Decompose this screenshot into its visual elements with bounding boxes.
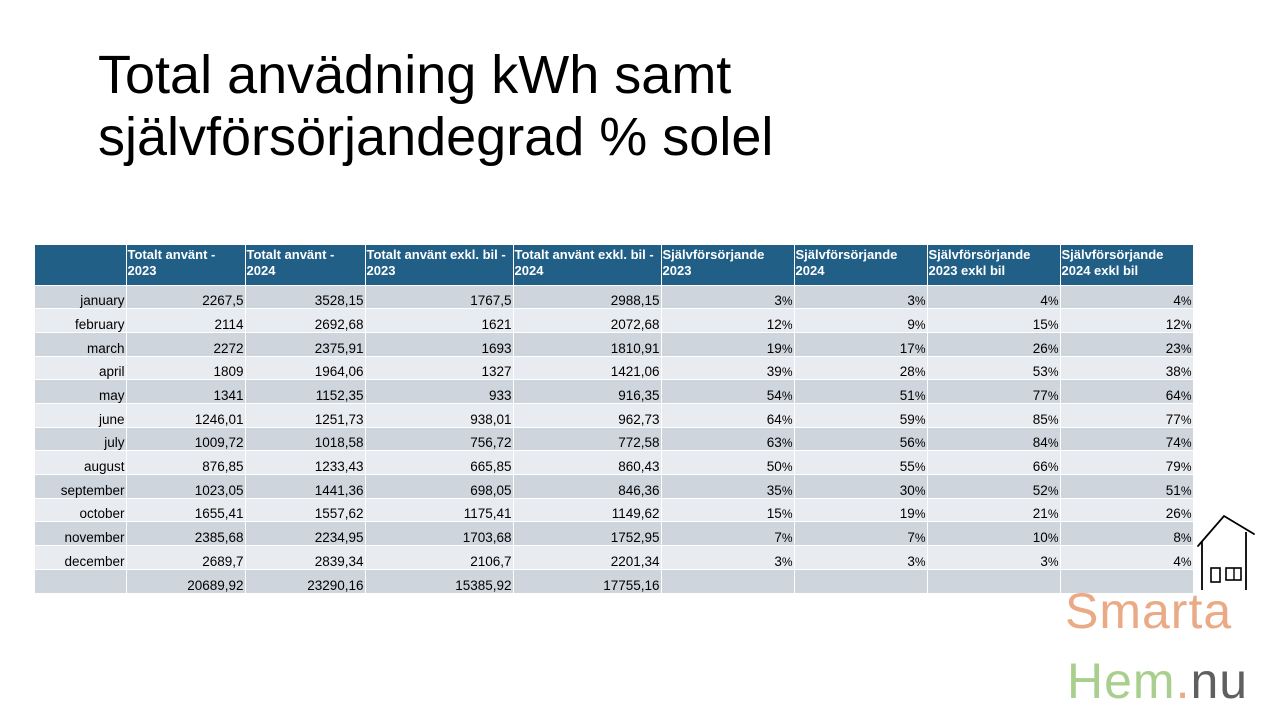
kwh-cell: 1327 <box>365 356 513 380</box>
percent-cell <box>927 332 1060 356</box>
percent-cell <box>1060 356 1193 380</box>
total-cell: 17755,16 <box>513 569 661 593</box>
percent-value: 79 <box>1165 459 1181 474</box>
percent-sign: % <box>914 412 926 427</box>
percent-cell <box>661 309 794 333</box>
kwh-cell: 1018,58 <box>245 427 365 451</box>
month-cell: october <box>35 498 126 522</box>
percent-value: 84 <box>1032 435 1048 451</box>
month-cell: november <box>35 522 126 546</box>
kwh-cell: 846,36 <box>513 475 661 499</box>
header-cell: Totalt använt exkl. bil - 2023 <box>365 245 513 285</box>
total-cell <box>927 569 1060 593</box>
logo-text-nu: nu <box>1190 653 1249 709</box>
kwh-cell: 1175,41 <box>365 498 513 522</box>
percent-cell <box>927 475 1060 499</box>
percent-cell <box>661 475 794 499</box>
percent-cell <box>927 356 1060 380</box>
percent-value: 4 <box>1173 553 1181 569</box>
table-row <box>35 475 1193 499</box>
percent-sign: % <box>781 412 793 427</box>
table-body <box>35 285 1193 593</box>
table-row <box>35 522 1193 546</box>
percent-value: 15 <box>1032 316 1048 332</box>
month-cell: july <box>35 427 126 451</box>
percent-sign: % <box>1180 294 1192 309</box>
kwh-cell: 1152,35 <box>245 380 365 404</box>
table-row <box>35 498 1193 522</box>
percent-sign: % <box>781 365 793 380</box>
total-cell <box>661 569 794 593</box>
table-row <box>35 332 1193 356</box>
percent-sign: % <box>781 317 793 332</box>
kwh-cell: 933 <box>365 380 513 404</box>
percent-cell <box>1060 332 1193 356</box>
kwh-cell: 2072,68 <box>513 309 661 333</box>
kwh-cell: 2106,7 <box>365 546 513 570</box>
percent-sign: % <box>781 436 793 451</box>
percent-sign: % <box>1180 341 1192 356</box>
month-cell: may <box>35 380 126 404</box>
percent-value: 12 <box>1165 316 1181 332</box>
total-cell: 23290,16 <box>245 569 365 593</box>
percent-sign: % <box>781 531 793 546</box>
percent-value: 59 <box>899 411 915 427</box>
month-cell: december <box>35 546 126 570</box>
percent-sign: % <box>914 483 926 498</box>
percent-cell <box>794 522 927 546</box>
percent-value: 19 <box>899 506 915 522</box>
percent-value: 17 <box>899 340 915 356</box>
header-cell: Självförsörjande 2024 exkl bil <box>1060 245 1193 285</box>
percent-value: 77 <box>1032 387 1048 403</box>
percent-cell <box>661 403 794 427</box>
header-cell: Självförsörjande 2023 <box>661 245 794 285</box>
kwh-cell: 2689,7 <box>126 546 245 570</box>
percent-sign: % <box>1047 365 1059 380</box>
percent-sign: % <box>781 388 793 403</box>
percent-cell <box>1060 380 1193 404</box>
percent-sign: % <box>914 507 926 522</box>
percent-cell <box>661 332 794 356</box>
percent-cell <box>1060 309 1193 333</box>
percent-value: 30 <box>899 482 915 498</box>
kwh-cell: 1421,06 <box>513 356 661 380</box>
kwh-cell: 1557,62 <box>245 498 365 522</box>
kwh-cell: 1693 <box>365 332 513 356</box>
percent-value: 10 <box>1032 530 1048 546</box>
percent-sign: % <box>781 554 793 569</box>
percent-cell <box>794 356 927 380</box>
percent-cell <box>794 285 927 309</box>
header-cell: Självförsörjande 2024 <box>794 245 927 285</box>
kwh-cell: 772,58 <box>513 427 661 451</box>
month-cell: september <box>35 475 126 499</box>
table-header <box>35 245 1193 285</box>
month-cell: june <box>35 403 126 427</box>
percent-sign: % <box>1047 412 1059 427</box>
percent-cell <box>1060 475 1193 499</box>
table-row <box>35 356 1193 380</box>
percent-value: 19 <box>766 340 782 356</box>
percent-sign: % <box>1047 388 1059 403</box>
kwh-cell: 2267,5 <box>126 285 245 309</box>
kwh-cell: 1767,5 <box>365 285 513 309</box>
percent-sign: % <box>1047 554 1059 569</box>
percent-cell <box>661 285 794 309</box>
percent-cell <box>927 380 1060 404</box>
logo-text-hem: Hem <box>1067 653 1176 709</box>
percent-sign: % <box>1180 507 1192 522</box>
percent-value: 7 <box>907 530 915 546</box>
kwh-cell: 938,01 <box>365 403 513 427</box>
percent-value: 54 <box>766 387 782 403</box>
kwh-cell: 1149,62 <box>513 498 661 522</box>
kwh-cell: 1621 <box>365 309 513 333</box>
percent-sign: % <box>914 531 926 546</box>
percent-sign: % <box>781 483 793 498</box>
percent-sign: % <box>1047 317 1059 332</box>
kwh-cell: 1703,68 <box>365 522 513 546</box>
percent-sign: % <box>1047 294 1059 309</box>
percent-cell <box>794 332 927 356</box>
logo-text-smarta: Smarta <box>1065 583 1233 639</box>
percent-value: 53 <box>1032 364 1048 380</box>
kwh-cell: 2234,95 <box>245 522 365 546</box>
percent-value: 15 <box>766 506 782 522</box>
kwh-cell: 1023,05 <box>126 475 245 499</box>
percent-cell <box>1060 427 1193 451</box>
percent-value: 8 <box>1173 530 1181 546</box>
month-cell: january <box>35 285 126 309</box>
percent-sign: % <box>1180 365 1192 380</box>
percent-sign: % <box>781 460 793 474</box>
percent-cell <box>927 522 1060 546</box>
percent-sign: % <box>1180 460 1192 474</box>
percent-sign: % <box>1047 483 1059 498</box>
percent-sign: % <box>781 294 793 309</box>
kwh-cell: 1655,41 <box>126 498 245 522</box>
usage-table <box>35 245 1194 593</box>
kwh-cell: 3528,15 <box>245 285 365 309</box>
percent-cell <box>927 309 1060 333</box>
kwh-cell: 962,73 <box>513 403 661 427</box>
percent-value: 50 <box>766 459 782 474</box>
percent-value: 26 <box>1165 506 1181 522</box>
logo-text-dot: . <box>1175 653 1191 709</box>
percent-sign: % <box>914 554 926 569</box>
month-cell: february <box>35 309 126 333</box>
kwh-cell: 860,43 <box>513 451 661 475</box>
header-row <box>35 245 1193 285</box>
percent-sign: % <box>1047 436 1059 451</box>
percent-sign: % <box>914 460 926 474</box>
header-cell: Totalt använt - 2023 <box>126 245 245 285</box>
percent-value: 4 <box>1040 293 1048 309</box>
percent-value: 12 <box>766 316 782 332</box>
percent-value: 64 <box>766 411 782 427</box>
table-row <box>35 285 1193 309</box>
table-row <box>35 309 1193 333</box>
percent-value: 3 <box>907 293 915 309</box>
percent-cell <box>927 285 1060 309</box>
total-cell <box>794 569 927 593</box>
percent-value: 3 <box>774 293 782 309</box>
percent-cell <box>927 546 1060 570</box>
percent-cell <box>661 522 794 546</box>
month-cell: august <box>35 451 126 475</box>
house-icon <box>1196 512 1280 592</box>
percent-sign: % <box>914 317 926 332</box>
percent-sign: % <box>1180 436 1192 451</box>
percent-sign: % <box>914 365 926 380</box>
percent-cell <box>794 427 927 451</box>
table-row <box>35 380 1193 404</box>
percent-cell <box>794 380 927 404</box>
percent-cell <box>927 451 1060 475</box>
logo-text-hem-nu <box>1067 652 1248 710</box>
total-cell <box>35 569 126 593</box>
percent-cell <box>794 309 927 333</box>
percent-value: 64 <box>1165 387 1181 403</box>
percent-sign: % <box>914 388 926 403</box>
percent-value: 51 <box>899 387 915 403</box>
kwh-cell: 1752,95 <box>513 522 661 546</box>
percent-value: 28 <box>899 364 915 380</box>
percent-sign: % <box>1047 531 1059 546</box>
month-cell: april <box>35 356 126 380</box>
header-cell-empty <box>35 245 126 285</box>
percent-cell <box>927 403 1060 427</box>
percent-value: 9 <box>907 316 915 332</box>
kwh-cell: 2385,68 <box>126 522 245 546</box>
percent-value: 3 <box>774 553 782 569</box>
percent-value: 35 <box>766 482 782 498</box>
percent-sign: % <box>781 341 793 356</box>
percent-cell <box>661 451 794 475</box>
kwh-cell: 1964,06 <box>245 356 365 380</box>
percent-cell <box>927 498 1060 522</box>
title-line-1: Total anvädning kWh samt <box>98 45 732 105</box>
percent-value: 51 <box>1165 482 1181 498</box>
slide-title <box>98 44 998 168</box>
kwh-cell: 2272 <box>126 332 245 356</box>
percent-sign: % <box>1180 483 1192 498</box>
kwh-cell: 665,85 <box>365 451 513 475</box>
kwh-cell: 1246,01 <box>126 403 245 427</box>
percent-sign: % <box>1180 388 1192 403</box>
kwh-cell: 2988,15 <box>513 285 661 309</box>
table-row <box>35 427 1193 451</box>
kwh-cell: 2839,34 <box>245 546 365 570</box>
percent-value: 7 <box>774 530 782 546</box>
percent-value: 85 <box>1032 411 1048 427</box>
percent-value: 4 <box>1173 293 1181 309</box>
kwh-cell: 1341 <box>126 380 245 404</box>
kwh-cell: 1810,91 <box>513 332 661 356</box>
kwh-cell: 1441,36 <box>245 475 365 499</box>
total-cell: 15385,92 <box>365 569 513 593</box>
table-row <box>35 546 1193 570</box>
kwh-cell: 1251,73 <box>245 403 365 427</box>
percent-sign: % <box>1047 507 1059 522</box>
percent-value: 3 <box>907 553 915 569</box>
percent-sign: % <box>1047 341 1059 356</box>
percent-sign: % <box>1180 317 1192 332</box>
percent-cell <box>1060 285 1193 309</box>
total-cell: 20689,92 <box>126 569 245 593</box>
percent-value: 39 <box>766 364 782 380</box>
header-cell: Självförsörjande 2023 exkl bil <box>927 245 1060 285</box>
kwh-cell: 2114 <box>126 309 245 333</box>
totals-row <box>35 569 1193 593</box>
percent-sign: % <box>1047 460 1059 474</box>
kwh-cell: 2375,91 <box>245 332 365 356</box>
title-line-2: självförsörjandegrad % solel <box>98 107 774 167</box>
percent-value: 56 <box>899 435 915 451</box>
percent-cell <box>794 498 927 522</box>
table-row <box>35 451 1193 475</box>
percent-value: 23 <box>1165 340 1181 356</box>
percent-cell <box>794 475 927 499</box>
percent-cell <box>1060 451 1193 475</box>
percent-cell <box>794 451 927 475</box>
kwh-cell: 756,72 <box>365 427 513 451</box>
table-row <box>35 403 1193 427</box>
percent-sign: % <box>1180 412 1192 427</box>
percent-value: 63 <box>766 435 782 451</box>
kwh-cell: 698,05 <box>365 475 513 499</box>
percent-value: 66 <box>1032 459 1048 474</box>
percent-value: 21 <box>1032 506 1048 522</box>
percent-cell <box>1060 403 1193 427</box>
kwh-cell: 1233,43 <box>245 451 365 475</box>
percent-value: 74 <box>1165 435 1181 451</box>
percent-cell <box>794 403 927 427</box>
percent-cell <box>661 427 794 451</box>
header-cell: Totalt använt exkl. bil - 2024 <box>513 245 661 285</box>
kwh-cell: 2692,68 <box>245 309 365 333</box>
percent-cell <box>661 498 794 522</box>
month-cell: march <box>35 332 126 356</box>
kwh-cell: 876,85 <box>126 451 245 475</box>
percent-sign: % <box>914 294 926 309</box>
percent-value: 52 <box>1032 482 1048 498</box>
percent-sign: % <box>781 507 793 522</box>
kwh-cell: 2201,34 <box>513 546 661 570</box>
smartahem-logo <box>1063 512 1280 720</box>
header-cell: Totalt använt - 2024 <box>245 245 365 285</box>
percent-sign: % <box>1180 554 1192 569</box>
percent-cell <box>927 427 1060 451</box>
kwh-cell: 916,35 <box>513 380 661 404</box>
percent-sign: % <box>914 341 926 356</box>
percent-value: 26 <box>1032 340 1048 356</box>
percent-cell <box>661 356 794 380</box>
percent-value: 77 <box>1165 411 1181 427</box>
percent-cell <box>661 380 794 404</box>
kwh-cell: 1009,72 <box>126 427 245 451</box>
percent-value: 38 <box>1165 364 1181 380</box>
percent-value: 3 <box>1040 553 1048 569</box>
percent-value: 55 <box>899 459 915 474</box>
kwh-cell: 1809 <box>126 356 245 380</box>
percent-cell <box>661 546 794 570</box>
percent-cell <box>794 546 927 570</box>
percent-sign: % <box>914 436 926 451</box>
percent-sign: % <box>1180 531 1192 546</box>
